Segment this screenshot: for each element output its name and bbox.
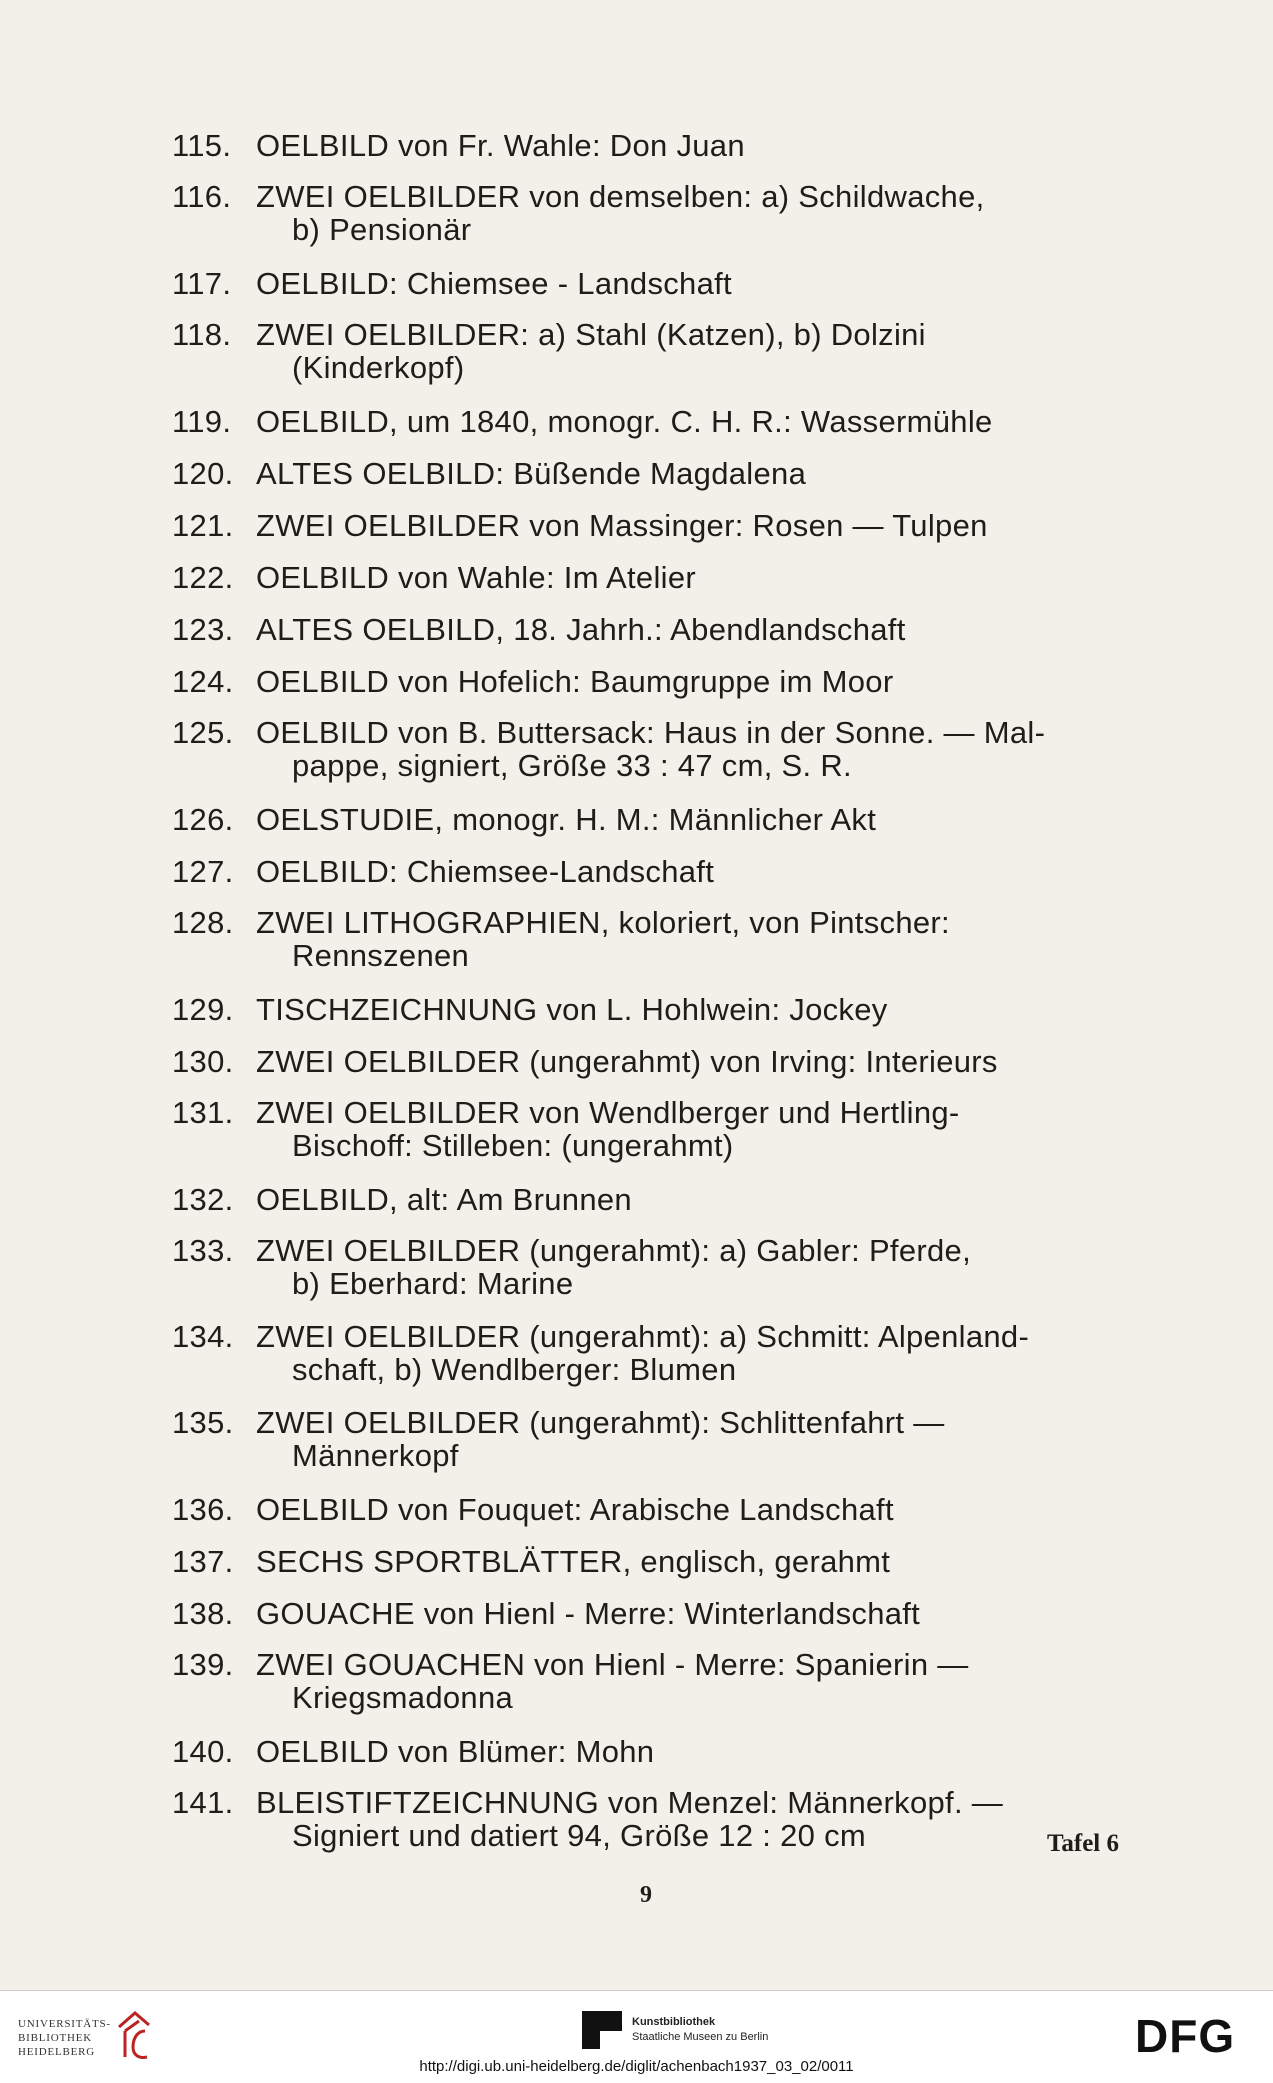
entry-number: 121. [172,508,234,543]
entry-number: 137. [172,1544,234,1579]
entry-text-continuation: pappe, signiert, Größe 33 : 47 cm, S. R. [292,748,852,783]
entry-text-continuation: Kriegsmadonna [292,1680,514,1715]
entry-text: OELBILD von Fouquet: Arabische Landschaft [256,1492,894,1527]
catalog-entry [172,1544,1127,1596]
entry-number: 140. [172,1734,234,1769]
entry-text: OELBILD von Blümer: Mohn [256,1734,655,1769]
entry-text: ZWEI OELBILDER (ungerahmt): Schlittenfahrt — [256,1405,945,1440]
entry-number: 116. [172,179,232,214]
entry-number: 138. [172,1596,234,1631]
catalog-entry [172,560,1127,612]
university-logo-icon [115,2007,155,2063]
entry-number: 136. [172,1492,234,1527]
catalog-entry [172,664,1127,716]
entry-number: 139. [172,1647,234,1682]
entry-text: OELBILD von Fr. Wahle: Don Juan [256,128,745,163]
page-number: 9 [640,1882,652,1908]
entry-text: ZWEI OELBILDER (ungerahmt): a) Schmitt: Alpenland- [256,1319,1030,1354]
entry-text-continuation: Bischoff: Stilleben: (ungerahmt) [292,1128,734,1163]
catalog-entry [172,906,1127,992]
entry-text: ZWEI OELBILDER von Wendlberger und Hertling- [256,1095,960,1130]
catalog-entry [172,992,1127,1044]
catalog-entry [172,180,1127,266]
digitization-footer [0,1990,1273,2083]
entry-number: 119. [172,404,232,439]
kunstbibliothek-label: Kunstbibliothek [632,2016,716,2028]
entry-text: SECHS SPORTBLÄTTER, englisch, gerahmt [256,1544,891,1579]
entry-text-continuation: b) Eberhard: Marine [292,1266,574,1301]
dfg-logo: DFG [1135,2010,1236,2062]
entry-text: ALTES OELBILD: Büßende Magdalena [256,456,807,491]
entry-number: 134. [172,1319,234,1354]
entry-number: 120. [172,456,234,491]
entry-number: 131. [172,1095,234,1130]
entry-number: 126. [172,802,234,837]
entry-number: 115. [172,128,232,163]
entry-text-continuation: schaft, b) Wendlberger: Blumen [292,1352,737,1387]
entry-text: BLEISTIFTZEICHNUNG von Menzel: Männerkopf. — [256,1785,1004,1820]
catalog-entry [172,404,1127,456]
catalog-entry [172,1182,1127,1234]
catalog-entry [172,1406,1127,1492]
entry-text-continuation: Rennszenen [292,938,470,973]
entry-number: 117. [172,266,232,301]
permalink-url[interactable]: http://digi.ub.uni-heidelberg.de/diglit/achenbach1937_03_02/0011 [419,2058,854,2075]
kunstbibliothek-logo-icon [582,2011,622,2049]
entry-number: 122. [172,560,234,595]
entry-text: ZWEI OELBILDER von demselben: a) Schildwache, [256,179,985,214]
entry-text-continuation: Männerkopf [292,1438,459,1473]
university-line: UNIVERSITÄTS- [18,2018,111,2030]
entry-text: OELBILD von Wahle: Im Atelier [256,560,697,595]
catalog-entry [172,716,1127,802]
catalog-entry [172,456,1127,508]
catalog-entry [172,266,1127,318]
entry-text: ALTES OELBILD, 18. Jahrh.: Abendlandschaft [256,612,906,647]
catalog-entry [172,854,1127,906]
plate-reference: Tafel 6 [1047,1830,1119,1857]
entry-text: GOUACHE von Hienl - Merre: Winterlandschaft [256,1596,921,1631]
entry-number: 125. [172,715,234,750]
entry-text: OELBILD: Chiemsee - Landschaft [256,266,732,301]
entry-text: OELBILD, alt: Am Brunnen [256,1182,632,1217]
entry-number: 130. [172,1044,234,1079]
entry-number: 129. [172,992,234,1027]
catalog-entry [172,1734,1127,1786]
catalog-entry [172,612,1127,664]
entry-number: 135. [172,1405,234,1440]
entry-number: 128. [172,905,234,940]
museen-label: Staatliche Museen zu Berlin [632,2031,769,2043]
entry-text: ZWEI OELBILDER (ungerahmt): a) Gabler: Pferde, [256,1233,971,1268]
entry-number: 132. [172,1182,234,1217]
entry-number: 123. [172,612,234,647]
entry-number: 118. [172,317,232,352]
kunstbibliothek-text [632,2015,768,2045]
catalog-entry [172,1492,1127,1544]
entry-text-continuation: (Kinderkopf) [292,350,465,385]
catalog-entry [172,1320,1127,1406]
entry-text: OELSTUDIE, monogr. H. M.: Männlicher Akt [256,802,877,837]
entry-text: ZWEI OELBILDER von Massinger: Rosen — Tulpen [256,508,988,543]
catalog-entry [172,1648,1127,1734]
entry-number: 141. [172,1785,234,1820]
catalog-entry [172,1044,1127,1096]
catalog-entry [172,318,1127,404]
university-library-name [18,2017,111,2059]
catalog-entry [172,1786,1127,1872]
university-line: HEIDELBERG [18,2046,96,2058]
catalog-entry [172,802,1127,854]
entry-text: ZWEI LITHOGRAPHIEN, koloriert, von Pintscher: [256,905,950,940]
entry-text-continuation: Signiert und datiert 94, Größe 12 : 20 cm [292,1818,867,1853]
entry-text-continuation: b) Pensionär [292,212,472,247]
entry-number: 133. [172,1233,234,1268]
catalog-entry [172,1234,1127,1320]
entry-text: OELBILD: Chiemsee-Landschaft [256,854,715,889]
entry-text: OELBILD, um 1840, monogr. C. H. R.: Wassermühle [256,404,993,439]
entry-number: 124. [172,664,234,699]
entry-text: ZWEI OELBILDER (ungerahmt) von Irving: Interieurs [256,1044,998,1079]
entry-text: ZWEI GOUACHEN von Hienl - Merre: Spanierin — [256,1647,969,1682]
catalog-entry [172,128,1127,180]
catalog-entry [172,1596,1127,1648]
university-line: BIBLIOTHEK [18,2032,92,2044]
entry-text: OELBILD von Hofelich: Baumgruppe im Moor [256,664,894,699]
entry-number: 127. [172,854,234,889]
catalog-entry-list [172,128,1127,1872]
catalog-entry [172,1096,1127,1182]
entry-text: TISCHZEICHNUNG von L. Hohlwein: Jockey [256,992,888,1027]
entry-text: OELBILD von B. Buttersack: Haus in der Sonne. — Mal- [256,715,1046,750]
catalog-entry [172,508,1127,560]
entry-text: ZWEI OELBILDER: a) Stahl (Katzen), b) Dolzini [256,317,926,352]
